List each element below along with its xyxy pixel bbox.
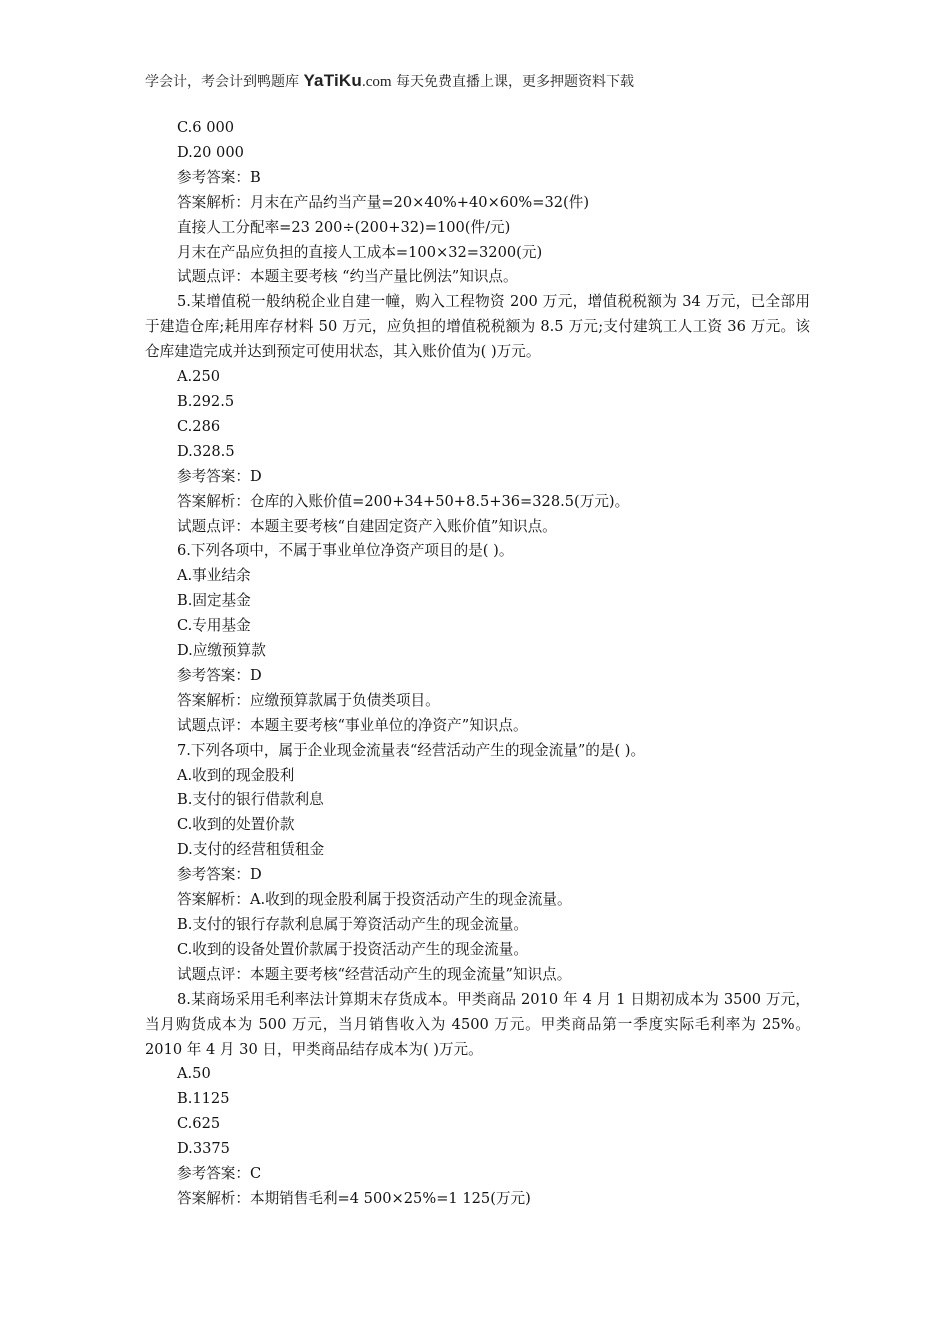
q7-analysis-line-3: C.收到的设备处置价款属于投资活动产生的现金流量。 — [177, 940, 528, 958]
header-prefix: 学会计，考会计到鸭题库 — [145, 74, 304, 90]
q5-option-d: D.328.5 — [177, 442, 235, 460]
header-brand: YaTiKu — [303, 71, 362, 90]
q5-answer: 参考答案：D — [177, 467, 262, 485]
q4-option-c: C.6 000 — [177, 119, 235, 136]
q6-option-b: B.固定基金 — [177, 592, 251, 610]
q6-analysis: 答案解析：应缴预算款属于负债类项目。 — [177, 691, 440, 709]
page-header — [145, 70, 825, 93]
q8-option-c: C.625 — [177, 1115, 221, 1133]
q4-answer: 参考答案：B — [177, 168, 261, 186]
q8-option-b: B.1125 — [177, 1090, 230, 1108]
q6-option-c: C.专用基金 — [177, 617, 251, 635]
q7-stem: 7.下列各项中，属于企业现金流量表“经营活动产生的现金流量”的是( )。 — [177, 741, 646, 759]
q5-analysis: 答案解析：仓库的入账价值=200+34+50+8.5+36=328.5(万元)。 — [177, 492, 630, 510]
q4-analysis-line-1: 答案解析：月末在产品约当产量=20×40%+40×60%=32(件) — [177, 193, 590, 211]
q8-answer: 参考答案：C — [177, 1165, 262, 1183]
q6-stem: 6.下列各项中，不属于事业单位净资产项目的是( )。 — [177, 542, 514, 560]
header-brand-suffix: .com — [361, 74, 392, 90]
q4-analysis-line-2: 直接人工分配率=23 200÷(200+32)=100(件/元) — [177, 218, 511, 236]
q7-analysis-line-1: 答案解析：A.收到的现金股利属于投资活动产生的现金流量。 — [177, 891, 572, 909]
q5-review: 试题点评：本题主要考核“自建固定资产入账价值”知识点。 — [177, 517, 557, 535]
q4-review: 试题点评：本题主要考核 “约当产量比例法”知识点。 — [177, 268, 518, 286]
q6-option-d: D.应缴预算款 — [177, 642, 266, 660]
q6-option-a: A.事业结余 — [177, 567, 251, 585]
q7-option-a: A.收到的现金股利 — [177, 766, 295, 784]
q7-analysis-line-2: B.支付的银行存款利息属于筹资活动产生的现金流量。 — [177, 916, 529, 933]
q8-option-d: D.3375 — [177, 1140, 230, 1158]
q5-option-b: B.292.5 — [177, 392, 235, 410]
q7-option-d: D.支付的经营租赁租金 — [177, 841, 325, 859]
q4-option-d: D.20 000 — [177, 143, 244, 161]
q8-analysis: 答案解析：本期销售毛利=4 500×25%=1 125(万元) — [177, 1189, 531, 1207]
q7-option-c: C.收到的处置价款 — [177, 816, 295, 834]
q5-option-c: C.286 — [177, 417, 221, 435]
q8-option-a: A.50 — [177, 1065, 211, 1083]
document-body — [145, 116, 810, 1212]
q8-stem: 8.某商场采用毛利率法计算期末存货成本。甲类商品 2010 年 4 月 1 日期初成本为 3500 万元，当月购货成本为 500 万元，当月销售收入为 4500 万元。甲类商品第一季度实际毛利率为 25%。2010 年 4 月 30 日，甲类商品结存成本为( )万元。 — [145, 990, 810, 1058]
q4-analysis-line-3: 月末在产品应负担的直接人工成本=100×32=3200(元) — [177, 243, 543, 261]
q6-review: 试题点评：本题主要考核“事业单位的净资产”知识点。 — [177, 716, 528, 734]
q7-answer: 参考答案：D — [177, 866, 262, 884]
q7-option-b: B.支付的银行借款利息 — [177, 791, 324, 809]
q7-review: 试题点评：本题主要考核“经营活动产生的现金流量”知识点。 — [177, 965, 572, 983]
q5-stem: 5.某增值税一般纳税企业自建一幢，购入工程物资 200 万元，增值税税额为 34 万元，已全部用于建造仓库;耗用库存材料 50 万元，应负担的增值税税额为 8.5 万元;支付建筑工人工资 36 万元。该仓库建造完成并达到预定可使用状态，其入账价值为( )万元。 — [145, 293, 810, 361]
header-suffix: 每天免费直播上课，更多押题资料下载 — [391, 74, 635, 90]
q6-answer: 参考答案：D — [177, 666, 262, 684]
q5-option-a: A.250 — [177, 368, 221, 386]
